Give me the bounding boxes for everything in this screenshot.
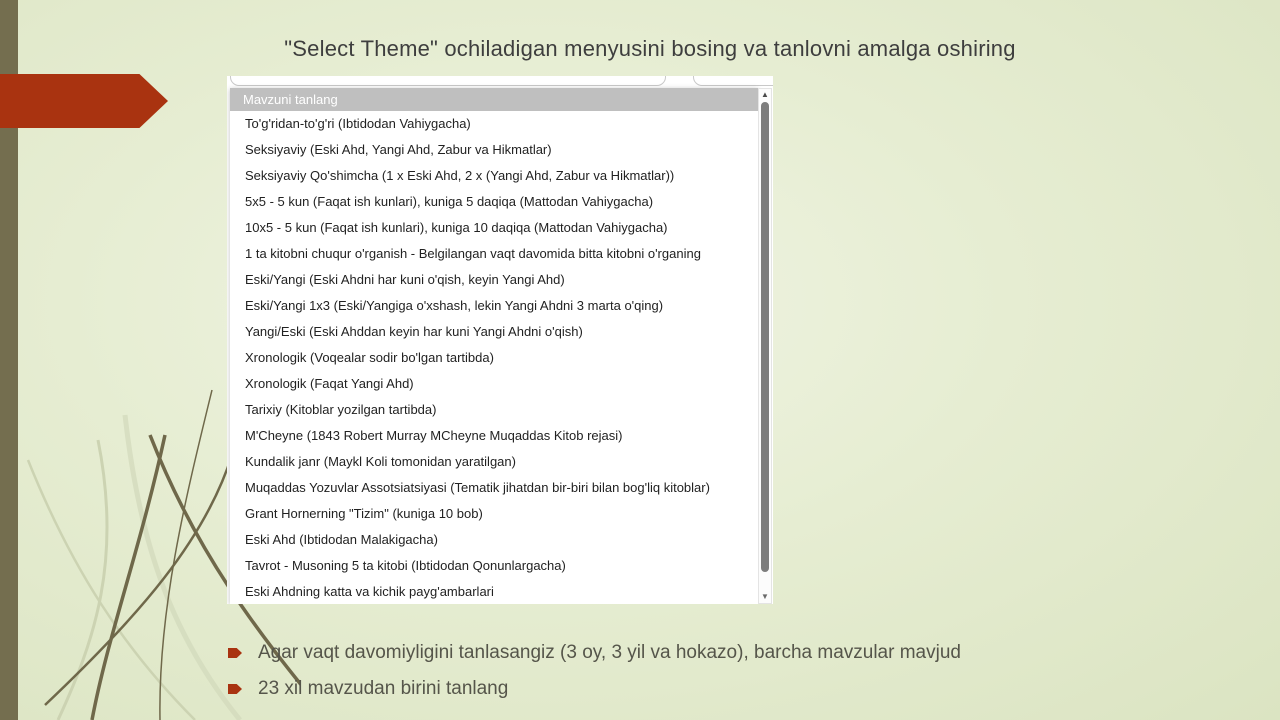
- select-theme-box-partial[interactable]: [230, 76, 666, 86]
- dropdown-screenshot-region: [227, 76, 773, 604]
- dropdown-option[interactable]: 10x5 - 5 kun (Faqat ish kunlari), kuniga 10 daqiqa (Mattodan Vahiygacha): [230, 215, 758, 241]
- dropdown-option[interactable]: M'Cheyne (1843 Robert Murray MCheyne Muqaddas Kitob rejasi): [230, 423, 758, 449]
- dropdown-placeholder-option: Mavzuni tanlang: [230, 88, 758, 111]
- scroll-down-icon[interactable]: ▼: [761, 592, 769, 601]
- bullet-item: [228, 677, 961, 701]
- bullet-list: [228, 641, 961, 713]
- dropdown-option[interactable]: Kundalik janr (Maykl Koli tomonidan yaratilgan): [230, 449, 758, 475]
- red-arrow-decoration: [0, 74, 168, 128]
- dropdown-option[interactable]: Grant Hornerning "Tizim" (kuniga 10 bob): [230, 501, 758, 527]
- scroll-up-icon[interactable]: ▲: [761, 90, 769, 99]
- bullet-text: Agar vaqt davomiyligini tanlasangiz (3 oy, 3 yil va hokazo), barcha mavzular mavjud: [258, 642, 961, 663]
- dropdown-option[interactable]: Eski Ahd (Ibtidodan Malakigacha): [230, 527, 758, 553]
- scrollbar-thumb[interactable]: [761, 102, 769, 572]
- red-arrow-bullet-icon: [228, 684, 242, 694]
- dropdown-option[interactable]: Xronologik (Voqealar sodir bo'lgan tartibda): [230, 345, 758, 371]
- dropdown-option[interactable]: Seksiyaviy Qo'shimcha (1 x Eski Ahd, 2 x (Yangi Ahd, Zabur va Hikmatlar)): [230, 163, 758, 189]
- dropdown-option[interactable]: Xronologik (Faqat Yangi Ahd): [230, 371, 758, 397]
- dropdown-option[interactable]: Eski Ahdning katta va kichik payg'ambarlari: [230, 579, 758, 604]
- page-title: "Select Theme" ochiladigan menyusini bosing va tanlovni amalga oshiring: [284, 36, 1016, 61]
- dropdown-option[interactable]: Seksiyaviy (Eski Ahd, Yangi Ahd, Zabur va Hikmatlar): [230, 137, 758, 163]
- dropdown-option[interactable]: Muqaddas Yozuvlar Assotsiatsiyasi (Tematik jihatdan bir-biri bilan bog'liq kitoblar): [230, 475, 758, 501]
- dropdown-scrollbar[interactable]: [758, 88, 772, 604]
- dropdown-option[interactable]: 1 ta kitobni chuqur o'rganish - Belgilangan vaqt davomida bitta kitobni o'rganing: [230, 241, 758, 267]
- dropdown-option[interactable]: 5x5 - 5 kun (Faqat ish kunlari), kuniga 5 daqiqa (Mattodan Vahiygacha): [230, 189, 758, 215]
- dropdown-option[interactable]: Tarixiy (Kitoblar yozilgan tartibda): [230, 397, 758, 423]
- dropdown-option[interactable]: To'g'ridan-to'g'ri (Ibtidodan Vahiygacha): [230, 111, 758, 137]
- bullet-text: 23 xil mavzudan birini tanlang: [258, 678, 509, 699]
- bullet-item: [228, 641, 961, 665]
- red-arrow-bullet-icon: [228, 648, 242, 658]
- dropdown-option[interactable]: Yangi/Eski (Eski Ahddan keyin har kuni Yangi Ahdni o'qish): [230, 319, 758, 345]
- dropdown-option[interactable]: Tavrot - Musoning 5 ta kitobi (Ibtidodan Qonunlargacha): [230, 553, 758, 579]
- secondary-button-partial[interactable]: [693, 76, 773, 86]
- dropdown-option[interactable]: Eski/Yangi 1x3 (Eski/Yangiga o'xshash, lekin Yangi Ahdni 3 marta o'qing): [230, 293, 758, 319]
- theme-dropdown-list: [230, 88, 758, 604]
- dropdown-option[interactable]: Eski/Yangi (Eski Ahdni har kuni o'qish, keyin Yangi Ahd): [230, 267, 758, 293]
